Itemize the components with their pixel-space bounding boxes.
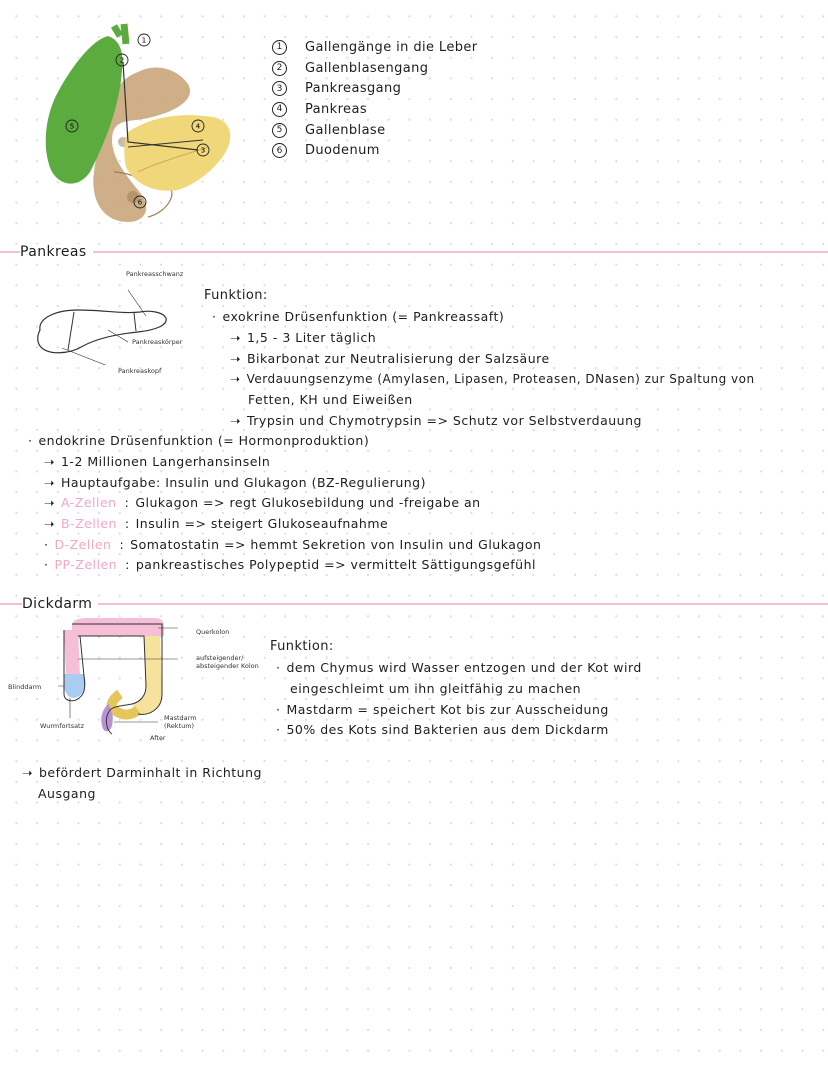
legend-text: Pankreas xyxy=(305,101,367,117)
legend-row xyxy=(272,99,478,120)
exokrin-item: ➝ Verdauungsenzyme (Amylasen, Lipasen, Proteasen, DNasen) zur Spaltung von xyxy=(230,372,755,386)
legend-text: Gallenblasengang xyxy=(305,60,429,76)
marker-1 xyxy=(138,34,150,46)
zellen-row: · D-Zellen : Somatostatin => hemmt Sekretion von Insulin und Glukagon xyxy=(44,537,542,552)
legend-number: 2 xyxy=(272,61,287,76)
exokrin-item-text: 1,5 - 3 Liter täglich xyxy=(246,330,377,345)
svg-text:4: 4 xyxy=(195,122,201,131)
label-querkolon: Querkolon xyxy=(196,628,230,636)
label-auf-absteigender-kolon: aufsteigender/ absteigender Kolon xyxy=(196,654,259,670)
zellen-text: Somatostatin => hemmt Sekretion von Insulin und Glukagon xyxy=(130,537,542,552)
legend-row xyxy=(272,37,478,58)
dickdarm-item-cont: eingeschleimt um ihn gleitfähig zu machen xyxy=(290,681,582,696)
label-wurmfortsatz: Wurmfortsatz xyxy=(40,722,85,730)
section-divider xyxy=(0,251,828,253)
legend-row xyxy=(272,120,478,141)
dickdarm-funktion-heading: Funktion: xyxy=(270,639,334,654)
legend-text: Pankreasgang xyxy=(305,81,402,97)
exokrin-item-text: Bikarbonat zur Neutralisierung der Salzsäure xyxy=(246,351,550,366)
label-after: After xyxy=(150,734,166,742)
legend-number: 4 xyxy=(272,102,287,117)
legend-row xyxy=(272,58,478,79)
pancreas-outline-diagram xyxy=(28,290,178,365)
legend-number: 5 xyxy=(272,123,287,138)
zellen-text: Glukagon => regt Glukosebildung und -freigabe an xyxy=(135,495,481,510)
svg-text:1: 1 xyxy=(141,36,147,45)
section-divider xyxy=(0,603,828,605)
dickdarm-item-text: 50% des Kots sind Bakterien aus dem Dickdarm xyxy=(286,722,609,737)
dickdarm-heading: Dickdarm xyxy=(22,596,98,612)
legend-text: Gallengänge in die Leber xyxy=(305,39,478,55)
endokrin-item-text: 1-2 Millionen Langerhansinseln xyxy=(60,454,271,469)
befoerdert-text: befördert Darminhalt in Richtung xyxy=(38,765,262,780)
exokrin-item-cont: Fetten, KH und Eiweißen xyxy=(248,392,413,407)
colon-diagram xyxy=(58,614,178,739)
dickdarm-item-text: dem Chymus wird Wasser entzogen und der Kot wird xyxy=(286,660,642,675)
dickdarm-item: · dem Chymus wird Wasser entzogen und der Kot wird xyxy=(276,660,642,675)
legend-number: 6 xyxy=(272,143,287,158)
exokrin-item-text: Verdauungsenzyme (Amylasen, Lipasen, Proteasen, DNasen) zur Spaltung von xyxy=(246,372,755,386)
zellen-label: A-Zellen xyxy=(60,495,117,510)
endokrin-item-text: Hauptaufgabe: Insulin und Glukagon (BZ-Regulierung) xyxy=(60,475,426,490)
label-pankreasschwanz: Pankreasschwanz xyxy=(126,270,184,278)
legend-row xyxy=(272,140,478,161)
exokrin-item: ➝ Bikarbonat zur Neutralisierung der Salzsäure xyxy=(230,351,550,366)
befoerdert-cont: Ausgang xyxy=(38,786,96,801)
zellen-label: PP-Zellen xyxy=(54,557,118,572)
zellen-label: D-Zellen xyxy=(54,537,112,552)
endokrin-line: · endokrine Drüsenfunktion (= Hormonproduktion) xyxy=(28,433,370,448)
svg-text:6: 6 xyxy=(137,198,143,207)
endokrin-text: endokrine Drüsenfunktion (= Hormonproduktion) xyxy=(38,433,370,448)
zellen-row: ➝ B-Zellen : Insulin => steigert Glukoseaufnahme xyxy=(44,516,389,531)
endokrin-item: ➝ Hauptaufgabe: Insulin und Glukagon (BZ-Regulierung) xyxy=(44,475,426,490)
legend-text: Gallenblase xyxy=(305,122,386,138)
exokrin-item: ➝ Trypsin und Chymotrypsin => Schutz vor Selbstverdauung xyxy=(230,413,642,428)
zellen-row: ➝ A-Zellen : Glukagon => regt Glukosebildung und -freigabe an xyxy=(44,495,481,510)
pankreas-funktion-heading: Funktion: xyxy=(204,288,268,303)
legend-row xyxy=(272,78,478,99)
exokrin-item-text: Trypsin und Chymotrypsin => Schutz vor Selbstverdauung xyxy=(246,413,642,428)
dickdarm-item-text: Mastdarm = speichert Kot bis zur Ausscheidung xyxy=(286,702,609,717)
legend-number: 3 xyxy=(272,81,287,96)
label-pankreaskopf: Pankreaskopf xyxy=(118,367,162,375)
svg-text:2: 2 xyxy=(119,56,125,65)
dickdarm-item: · 50% des Kots sind Bakterien aus dem Dickdarm xyxy=(276,722,609,737)
label-blinddarm: Blinddarm xyxy=(8,683,42,691)
label-mastdarm: Mastdarm (Rektum) xyxy=(164,714,197,730)
endokrin-item: ➝ 1-2 Millionen Langerhansinseln xyxy=(44,454,271,469)
legend-text: Duodenum xyxy=(305,143,380,159)
figure1-legend xyxy=(272,37,478,161)
zellen-text: pankreastisches Polypeptid => vermittelt Sättigungsgefühl xyxy=(135,557,536,572)
gallbladder-pancreas-illustration xyxy=(28,22,268,234)
exokrin-text: exokrine Drüsenfunktion (= Pankreassaft) xyxy=(222,309,505,324)
zellen-row: · PP-Zellen : pankreastisches Polypeptid => vermittelt Sättigungsgefühl xyxy=(44,557,536,572)
pancreas-shape xyxy=(124,115,230,191)
pankreas-heading: Pankreas xyxy=(20,244,93,260)
dickdarm-item: · Mastdarm = speichert Kot bis zur Ausscheidung xyxy=(276,702,609,717)
svg-text:5: 5 xyxy=(69,122,75,131)
befoerdert-line: ➝ befördert Darminhalt in Richtung xyxy=(22,765,262,780)
zellen-label: B-Zellen xyxy=(60,516,117,531)
exokrin-line: · exokrine Drüsenfunktion (= Pankreassaft) xyxy=(212,309,505,324)
legend-number: 1 xyxy=(272,40,287,55)
exokrin-item: ➝ 1,5 - 3 Liter täglich xyxy=(230,330,377,345)
svg-text:3: 3 xyxy=(200,146,206,155)
label-pankreaskoerper: Pankreaskörper xyxy=(132,338,183,346)
zellen-text: Insulin => steigert Glukoseaufnahme xyxy=(135,516,389,531)
